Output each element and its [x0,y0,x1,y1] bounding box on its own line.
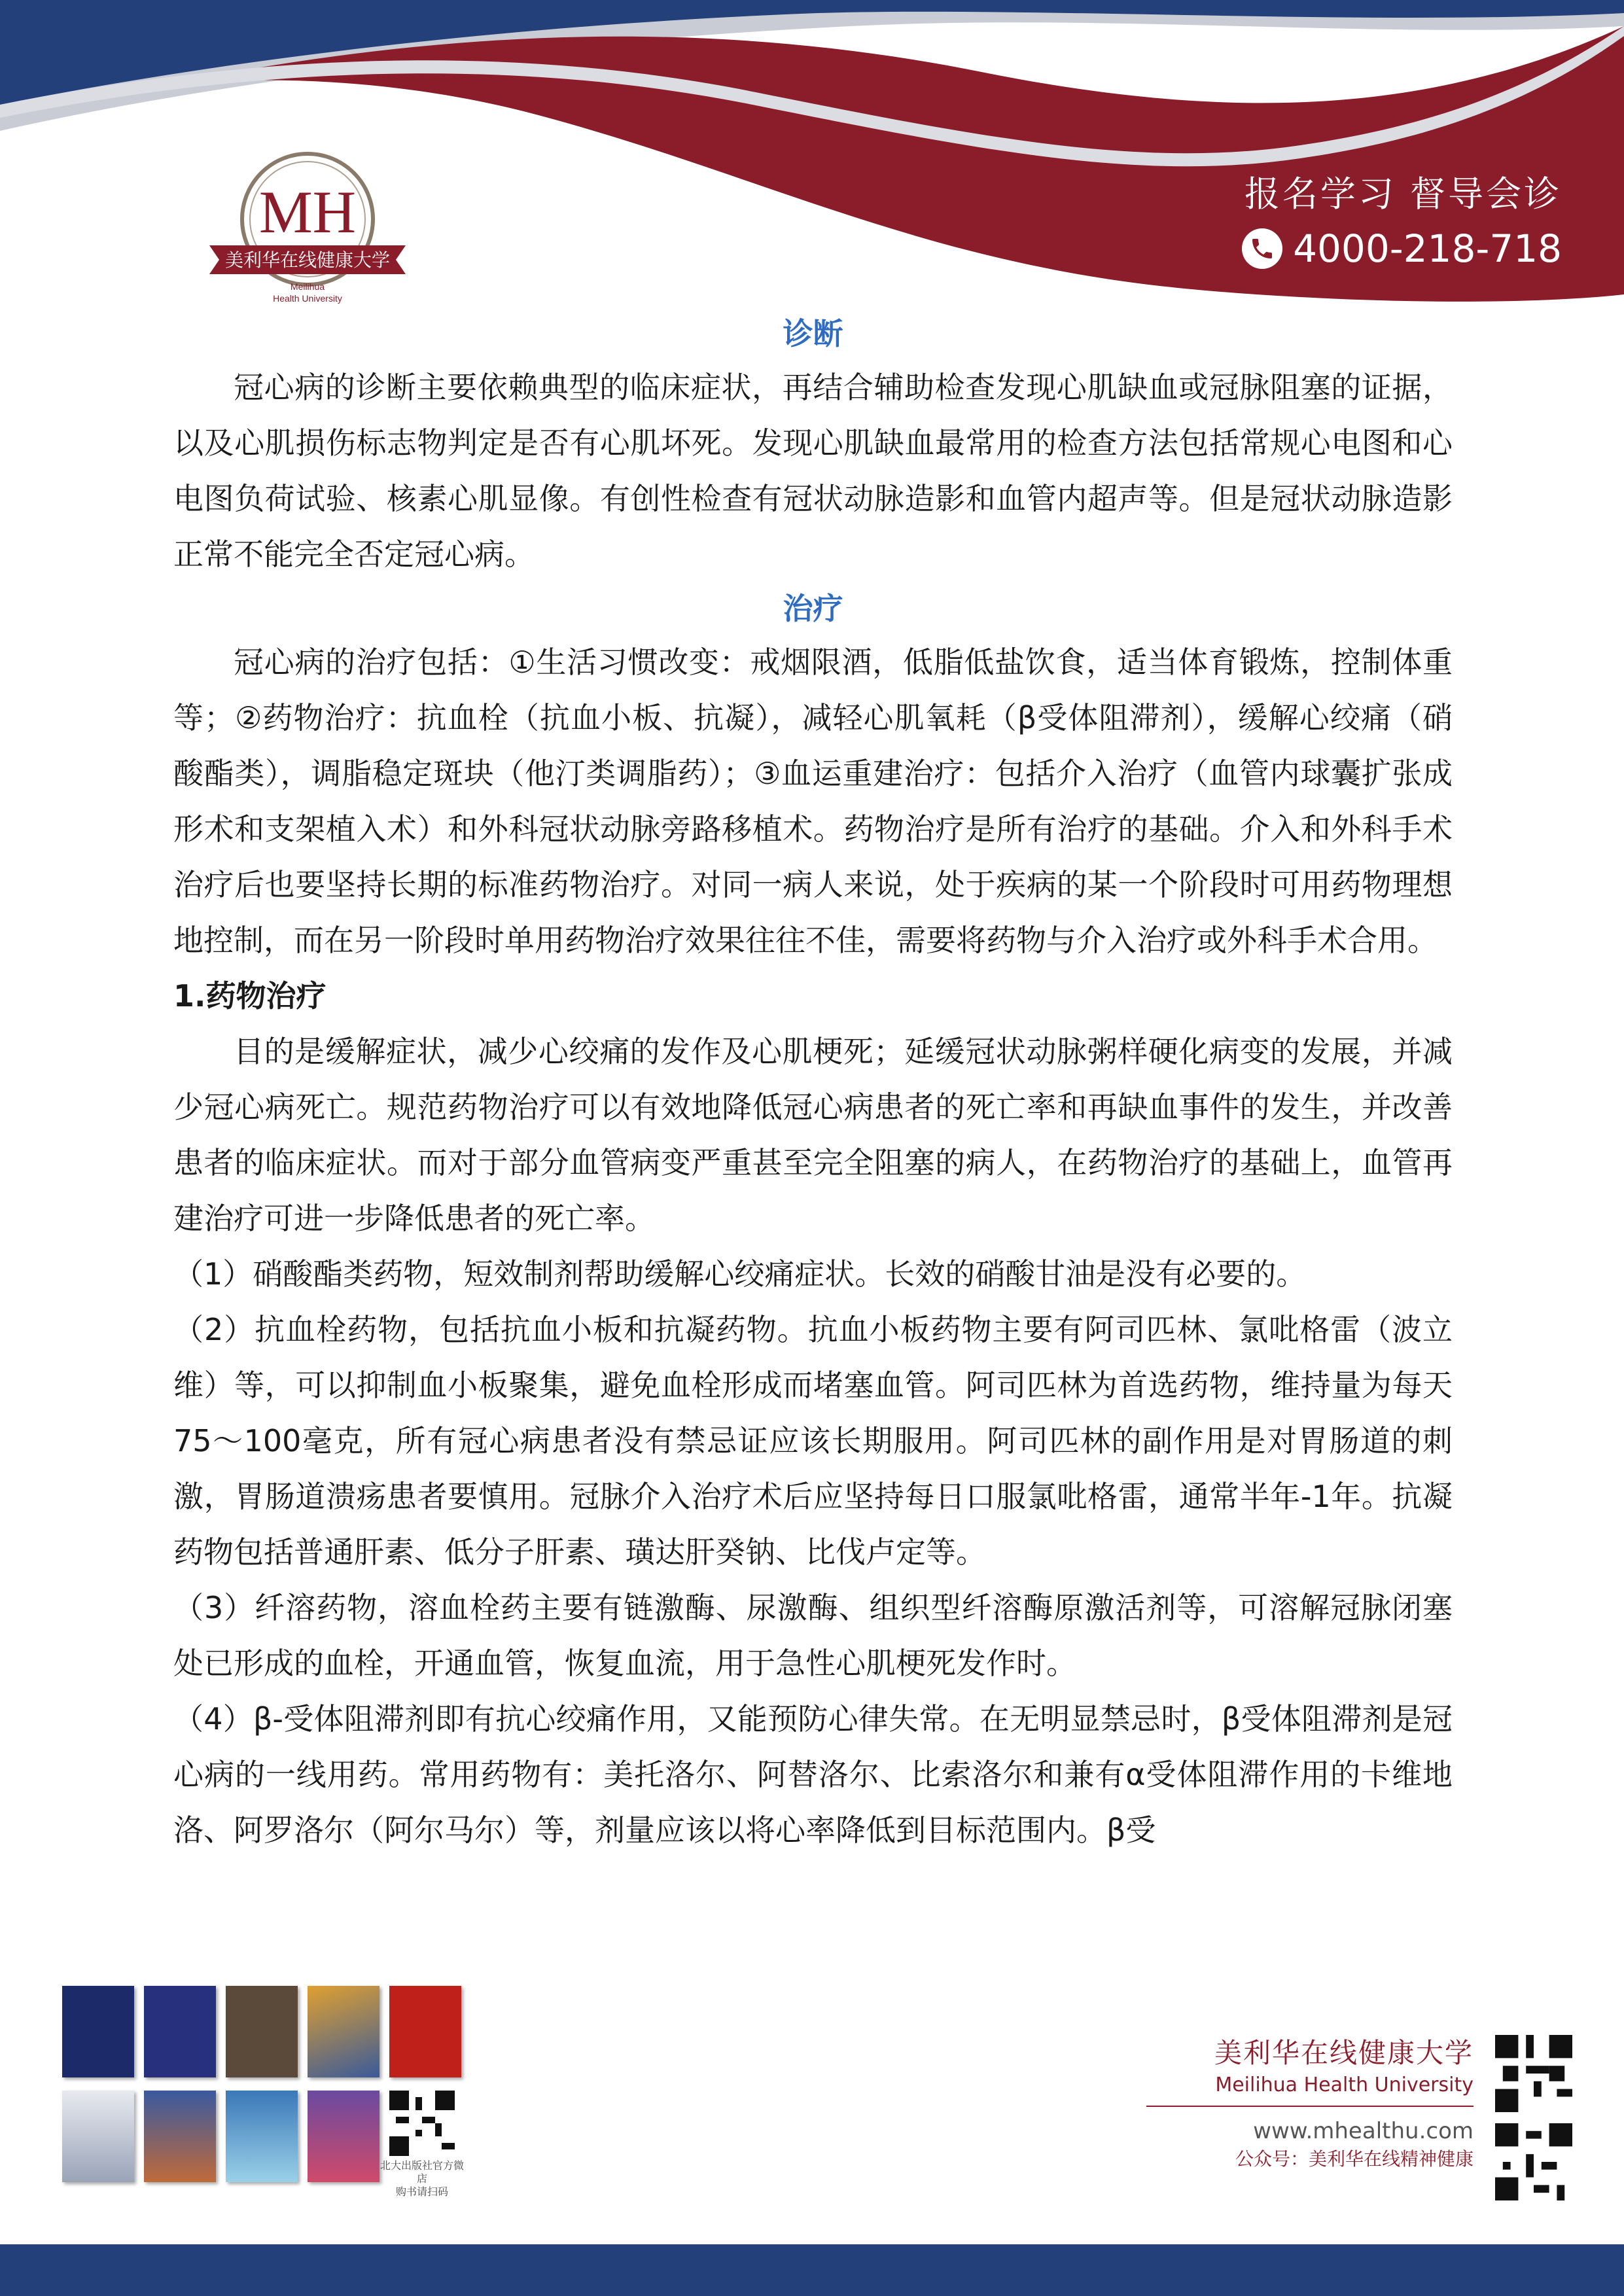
website-qr-code[interactable] [1495,2035,1572,2112]
list-item-fibrinolytics: （3）纤溶药物，溶血栓药主要有链激酶、尿激酶、组织型纤溶酶原激活剂等，可溶解冠脉闭塞处已形成的血栓，开通血管，恢复血流，用于急性心肌梗死发作时。 [173,1590,1453,1681]
logo-initials: MH [258,179,357,245]
book-qr-caption-line2: 购书请扫码 [395,2185,448,2198]
wechat-account: 公众号：美利华在线精神健康 [1235,2148,1474,2170]
article-body [173,308,1453,1858]
list-item-antithrombotics: （2）抗血栓药物，包括抗血小板和抗凝药物。抗血小板药物主要有阿司匹林、氯吡格雷（波立维）等，可以抑制血小板聚集，避免血栓形成而堵塞血管。阿司匹林为首选药物，维持量为每天75～100毫克，所有冠心病患者没有禁忌证应该长期服用。阿司匹林的副作用是对胃肠道的刺激，胃肠道溃疡患者要慎用。冠脉介入治疗术后应坚持每日口服氯吡格雷，通常半年-1年。抗凝药物包括普通肝素、低分子肝素、璜达肝癸钠、比伐卢定等。 [173,1312,1453,1570]
diagnosis-paragraph: 冠心病的诊断主要依赖典型的临床症状，再结合辅助检查发现心肌缺血或冠脉阻塞的证据，以及心肌损伤标志物判定是否有心肌坏死。发现心肌缺血最常用的检查方法包括常规心电图和心电图负荷试验、核素心肌显像。有创性检查有冠状动脉造影和血管内超声等。但是冠状动脉造影正常不能完全否定冠心病。 [173,370,1453,572]
book-cover[interactable] [62,2091,134,2182]
logo-subtitle-2: Health University [273,293,342,304]
brand-divider [1146,2106,1474,2107]
list-item-beta-blockers: （4）β-受体阻滞剂即有抗心绞痛作用，又能预防心律失常。在无明显禁忌时，β受体阻滞剂是冠心病的一线用药。常用药物有：美托洛尔、阿替洛尔、比索洛尔和兼有α受体阻滞作用的卡维地洛、阿罗洛尔（阿尔马尔）等，剂量应该以将心率降低到目标范围内。β受 [173,1701,1453,1848]
list-item-nitrates: （1）硝酸酯类药物，短效制剂帮助缓解心绞痛症状。长效的硝酸甘油是没有必要的。 [173,1256,1307,1292]
header-cta [1195,171,1562,275]
treatment-paragraph: 冠心病的治疗包括：①生活习惯改变：戒烟限酒，低脂低盐饮食，适当体育锻炼，控制体重等；②药物治疗：抗血栓（抗血小板、抗凝），减轻心肌氧耗（β受体阻滞剂），缓解心绞痛（硝酸酯类），调脂稳定斑块（他汀类调脂药）；③血运重建治疗：包括介入治疗（血管内球囊扩张成形术和支架植入术）和外科冠状动脉旁路移植术。药物治疗是所有治疗的基础。介入和外科手术治疗后也要坚持长期的标准药物治疗。对同一病人来说，处于疾病的某一个阶段时可用药物理想地控制，而在另一阶段时单用药物治疗效果往往不佳，需要将药物与介入治疗或外科手术合用。 [173,645,1453,958]
book-cover[interactable] [308,1986,380,2077]
website-link[interactable]: www.mhealthu.com [1253,2118,1474,2144]
logo-subtitle-1: Meilihua [290,281,325,292]
wechat-qr-code[interactable] [1495,2123,1572,2200]
subheading-drug-therapy: 1.药物治疗 [173,978,327,1014]
phone-icon [1242,228,1282,269]
book-qr-caption [376,2159,468,2199]
drug-therapy-paragraph: 目的是缓解症状，减少心绞痛的发作及心肌梗死；延缓冠状动脉粥样硬化病变的发展，并减少冠心病死亡。规范药物治疗可以有效地降低冠心病患者的死亡率和再缺血事件的发生，并改善患者的临床症状。而对于部分血管病变严重甚至完全阻塞的病人，在药物治疗的基础上，血管再建治疗可进一步降低患者的死亡率。 [173,1034,1453,1236]
university-logo [196,147,419,317]
section-title-diagnosis: 诊断 [783,316,843,351]
phone-line[interactable] [1195,222,1562,275]
footer-brand-block [1107,2035,1474,2172]
book-cover[interactable] [144,1986,216,2077]
book-cover[interactable] [226,2091,298,2182]
book-qr-caption-line1: 北大出版社官方微店 [380,2159,464,2185]
footer-bar [0,2244,1624,2296]
book-cover[interactable] [389,1986,461,2077]
logo-ribbon-text: 美利华在线健康大学 [224,249,391,271]
book-cover[interactable] [226,1986,298,2077]
phone-number: 4000-218-718 [1293,226,1562,271]
book-cover[interactable] [144,2091,216,2182]
brand-name-en: Meilihua Health University [1215,2074,1474,2096]
brand-name-cn: 美利华在线健康大学 [1214,2037,1474,2069]
book-cover[interactable] [62,1986,134,2077]
section-title-treatment: 治疗 [783,591,843,626]
cta-text: 报名学习 督导会诊 [1244,173,1562,215]
book-store-qr-code[interactable] [389,2091,455,2156]
book-cover[interactable] [308,2091,380,2182]
